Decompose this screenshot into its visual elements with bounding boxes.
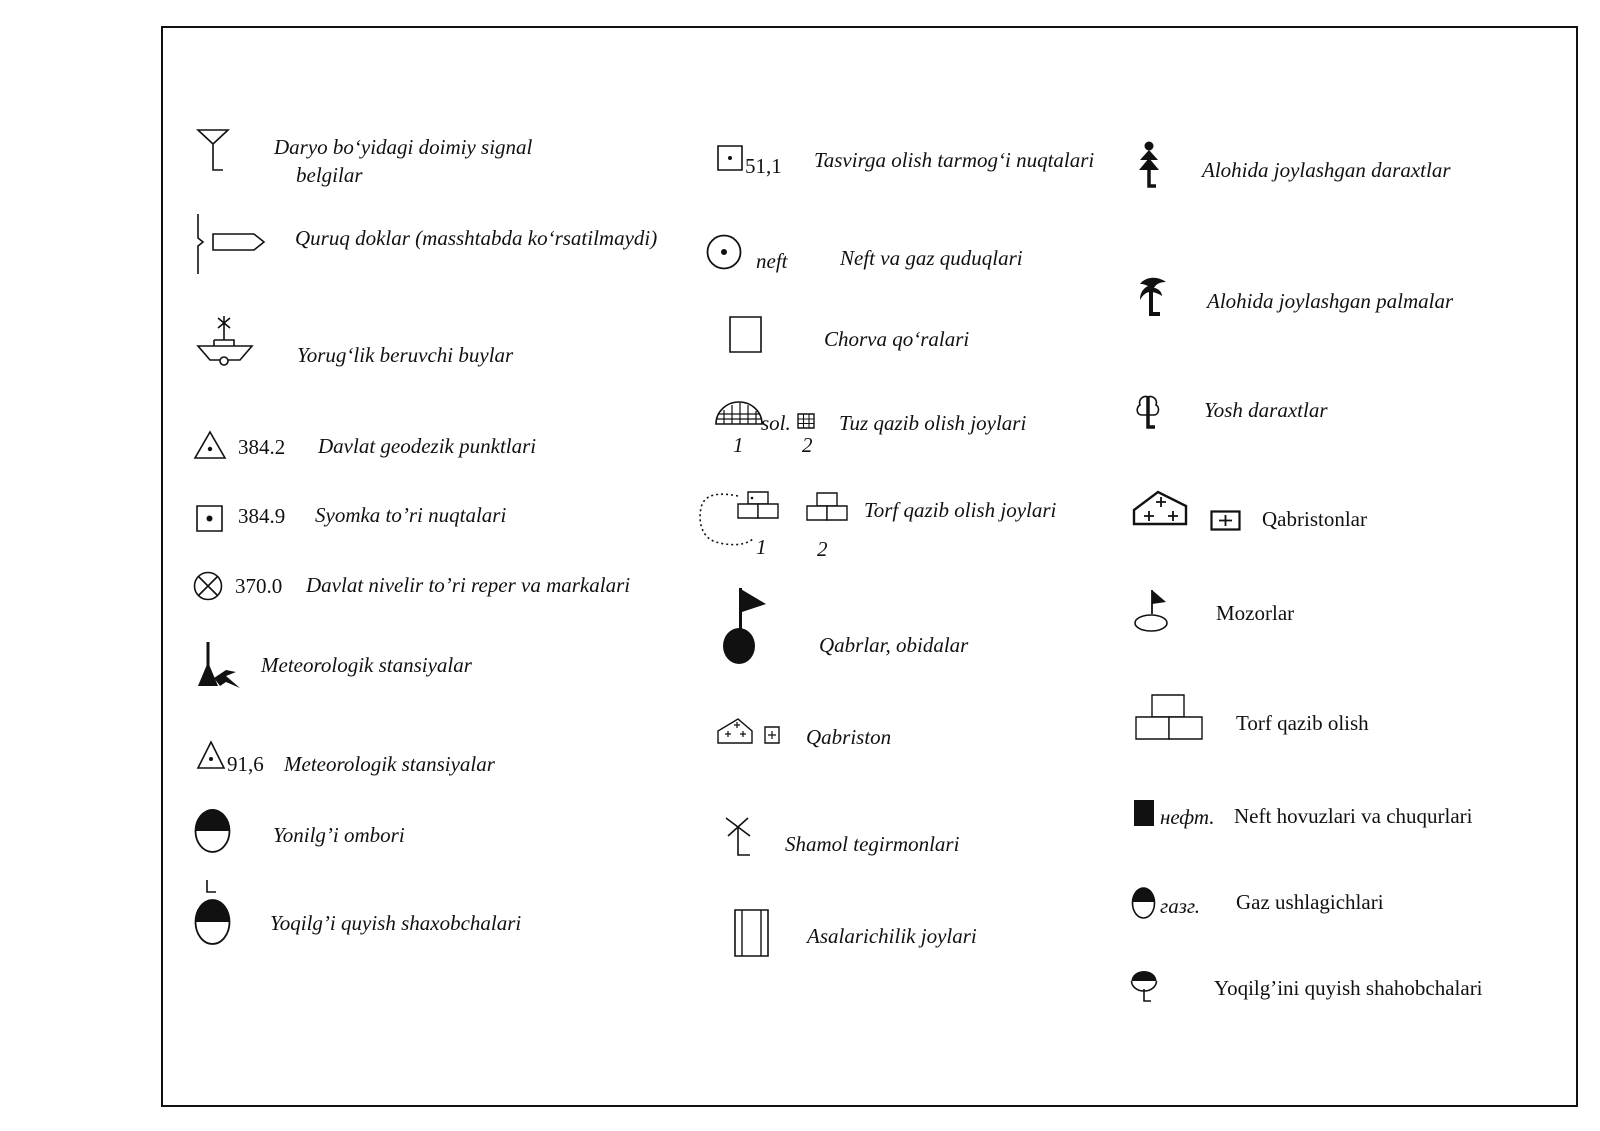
cemeteries-label: Qabristonlar: [1262, 507, 1367, 531]
signal-mark-icon: [196, 128, 232, 174]
gas-holders-tag: газг.: [1160, 894, 1201, 918]
gas-holders-label: Gaz ushlagichlari: [1236, 890, 1384, 914]
young-tree-icon: [1134, 393, 1162, 431]
buoy-label: Yorug‘lik beruvchi buylar: [297, 343, 514, 367]
grave-flag-icon: [722, 586, 772, 666]
survey-net-label: Tasvirga olish tarmog‘i nuqtalari: [814, 148, 1095, 172]
fuel-tank-icon: [194, 808, 232, 856]
signal-label-2: belgilar: [296, 163, 363, 187]
cemetery-label: Qabriston: [806, 725, 892, 749]
square-point-icon: [196, 505, 224, 533]
cemetery-large-icon: [1132, 488, 1188, 530]
grid-square-icon: [797, 413, 817, 431]
signal-label: Daryo bo‘yidagi doimiy signal: [274, 135, 533, 159]
tombs-label: Mozorlar: [1216, 601, 1295, 625]
survey-label: Syomka to’ri nuqtalari: [315, 503, 507, 527]
benchmark-cross-icon: [193, 571, 225, 603]
peat-blocks-large-icon: [1134, 693, 1204, 741]
trees-label: Alohida joylashgan daraxtlar: [1202, 158, 1451, 182]
oil-wells-tag: neft: [756, 249, 788, 273]
windmill-icon: [723, 815, 755, 859]
apiary-icon: [734, 909, 772, 959]
oil-pools-label: Neft hovuzlari va chuqurlari: [1234, 804, 1473, 828]
peat-n2: 2: [817, 537, 828, 561]
survey-value: 384.9: [238, 504, 286, 528]
apiary-label: Asalarichilik joylari: [807, 924, 977, 948]
oil-pools-tag: нефт.: [1160, 805, 1215, 829]
triangle-point-icon: [194, 430, 228, 460]
meteo-2-value: 91,6: [227, 752, 264, 776]
meteo-2-label: Meteorologik stansiyalar: [284, 752, 495, 776]
palms-label: Alohida joylashgan palmalar: [1207, 289, 1454, 313]
salt-n1: 1: [733, 433, 744, 457]
salt-tag: sol.: [761, 411, 791, 435]
peat-blocks-icon: [806, 492, 850, 522]
square-dot-icon: [717, 145, 745, 173]
leveling-label: Davlat nivelir to’ri reper va markalari: [306, 573, 631, 597]
light-buoy-icon: [196, 314, 258, 368]
windmills-label: Shamol tegirmonlari: [785, 832, 960, 856]
salt-mine-icon: [714, 400, 766, 432]
gas-holder-icon: [1131, 886, 1157, 922]
triangle-point-icon: [197, 740, 227, 772]
oil-pool-icon: [1134, 800, 1156, 828]
young-label: Yosh daraxtlar: [1204, 398, 1328, 422]
weather-station-icon: [196, 640, 246, 690]
well-circle-icon: [706, 234, 744, 272]
salt-label: Tuz qazib olish joylari: [839, 411, 1027, 435]
peat-n1: 1: [756, 535, 767, 559]
tomb-flag-icon: [1134, 588, 1174, 634]
leveling-value: 370.0: [235, 574, 283, 598]
fuel-station-label: Yoqilg’i quyish shaxobchalari: [270, 911, 522, 935]
fuel-pump-label: Yoqilg’ini quyish shahobchalari: [1214, 976, 1483, 1000]
cattle-label: Chorva qo‘ralari: [824, 327, 970, 351]
fuel-station-icon: [194, 878, 232, 950]
dock-label: Quruq doklar (masshtabda ko‘rsatilmaydi): [295, 226, 658, 250]
palm-icon: [1138, 274, 1168, 320]
empty-square-icon: [729, 316, 763, 354]
fuel-pump-icon: [1130, 968, 1160, 1004]
graves-label: Qabrlar, obidalar: [819, 633, 969, 657]
tree-icon: [1136, 140, 1162, 192]
fuel-storage-label: Yonilg’i ombori: [273, 823, 405, 847]
meteo-1-label: Meteorologik stansiyalar: [261, 653, 472, 677]
cross-square-icon: [1210, 510, 1242, 532]
geodetic-value: 384.2: [238, 435, 286, 459]
geodetic-label: Davlat geodezik punktlari: [318, 434, 537, 458]
survey-net-value: 51,1: [745, 154, 782, 178]
cemetery-icon: [716, 717, 800, 745]
peat-area-icon: [698, 490, 782, 552]
peat-label: Torf qazib olish joylari: [864, 498, 1057, 522]
oil-wells-label: Neft va gaz quduqlari: [840, 246, 1023, 270]
salt-n2: 2: [802, 433, 813, 457]
peat-mining-label: Torf qazib olish: [1236, 711, 1369, 735]
dry-dock-icon: [196, 210, 266, 280]
